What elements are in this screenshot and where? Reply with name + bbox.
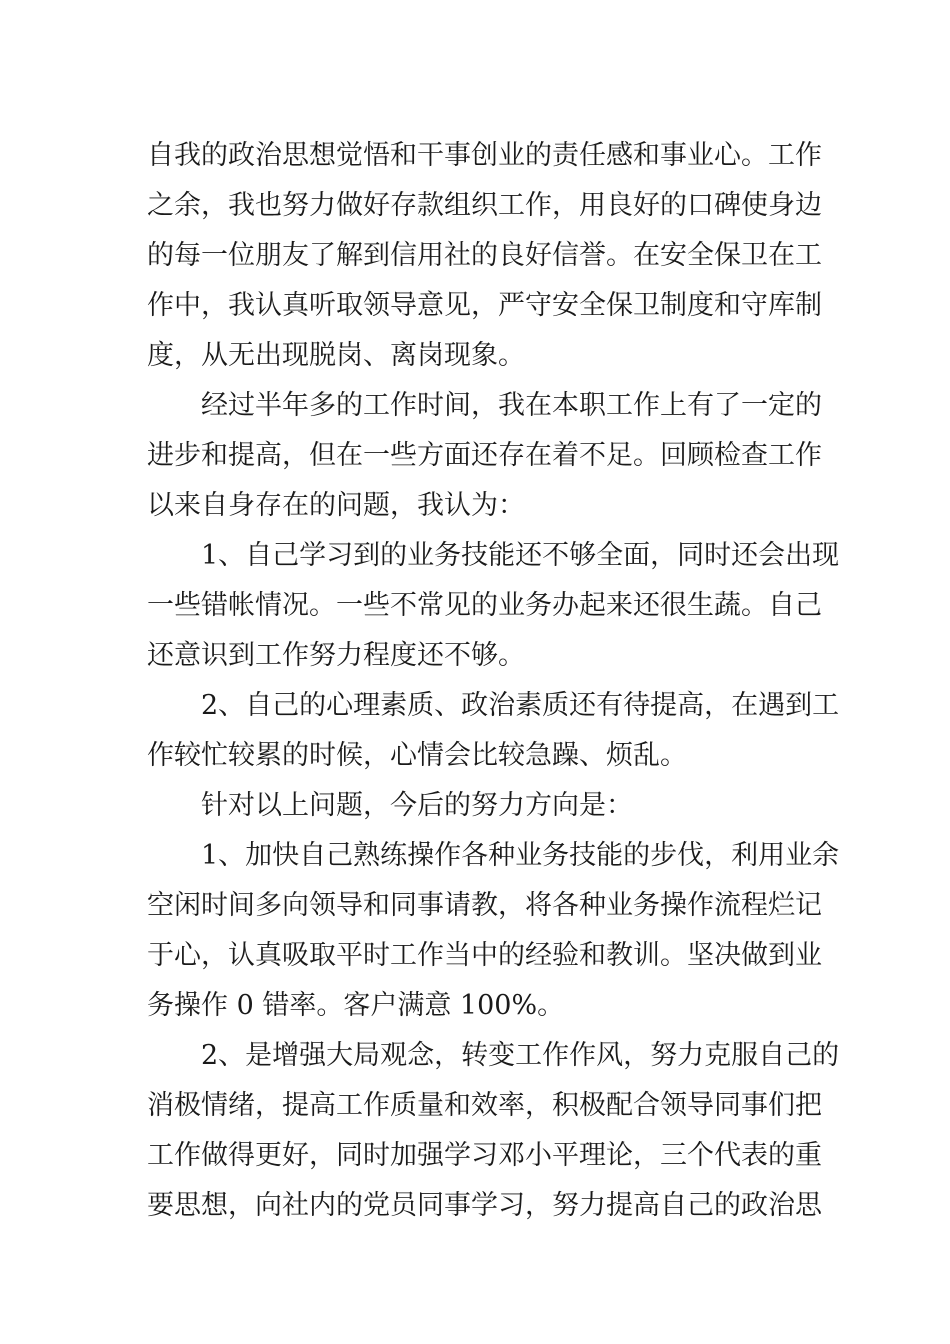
text-line: 工作做得更好，同时加强学习邓小平理论，三个代表的重 bbox=[147, 1140, 822, 1171]
text-line: 空闲时间多向领导和同事请教，将各种业务操作流程烂记 bbox=[147, 890, 822, 921]
text-line: 2、自己的心理素质、政治素质还有待提高，在遇到工 bbox=[201, 690, 840, 721]
text-line: 2、是增强大局观念，转变工作作风，努力克服自己的 bbox=[201, 1040, 840, 1071]
text-line: 针对以上问题，今后的努力方向是： bbox=[201, 790, 633, 821]
text-line: 经过半年多的工作时间，我在本职工作上有了一定的 bbox=[201, 390, 822, 421]
document-body bbox=[147, 131, 840, 1231]
text-line: 务操作 0 错率。客户满意 100%。 bbox=[147, 990, 565, 1021]
text-line: 一些错帐情况。一些不常见的业务办起来还很生蔬。自己 bbox=[147, 590, 822, 621]
text-line: 要思想，向社内的党员同事学习，努力提高自己的政治思 bbox=[147, 1190, 822, 1221]
text-line: 1、加快自己熟练操作各种业务技能的步伐，利用业余 bbox=[201, 840, 840, 871]
text-line: 的每一位朋友了解到信用社的良好信誉。在安全保卫在工 bbox=[147, 240, 822, 271]
text-line: 自我的政治思想觉悟和干事创业的责任感和事业心。工作 bbox=[147, 140, 822, 171]
text-line: 之余，我也努力做好存款组织工作，用良好的口碑使身边 bbox=[147, 190, 822, 221]
text-line: 消极情绪，提高工作质量和效率，积极配合领导同事们把 bbox=[147, 1090, 822, 1121]
text-line: 1、自己学习到的业务技能还不够全面，同时还会出现 bbox=[201, 540, 840, 571]
text-line: 作较忙较累的时候，心情会比较急躁、烦乱。 bbox=[147, 740, 687, 771]
text-line: 还意识到工作努力程度还不够。 bbox=[147, 640, 525, 671]
text-line: 于心，认真吸取平时工作当中的经验和教训。坚决做到业 bbox=[147, 940, 822, 971]
text-line: 进步和提高，但在一些方面还存在着不足。回顾检查工作 bbox=[147, 440, 822, 471]
text-line: 度，从无出现脱岗、离岗现象。 bbox=[147, 340, 525, 371]
text-line: 以来自身存在的问题，我认为： bbox=[147, 490, 525, 521]
text-line: 作中，我认真听取领导意见，严守安全保卫制度和守库制 bbox=[147, 290, 822, 321]
